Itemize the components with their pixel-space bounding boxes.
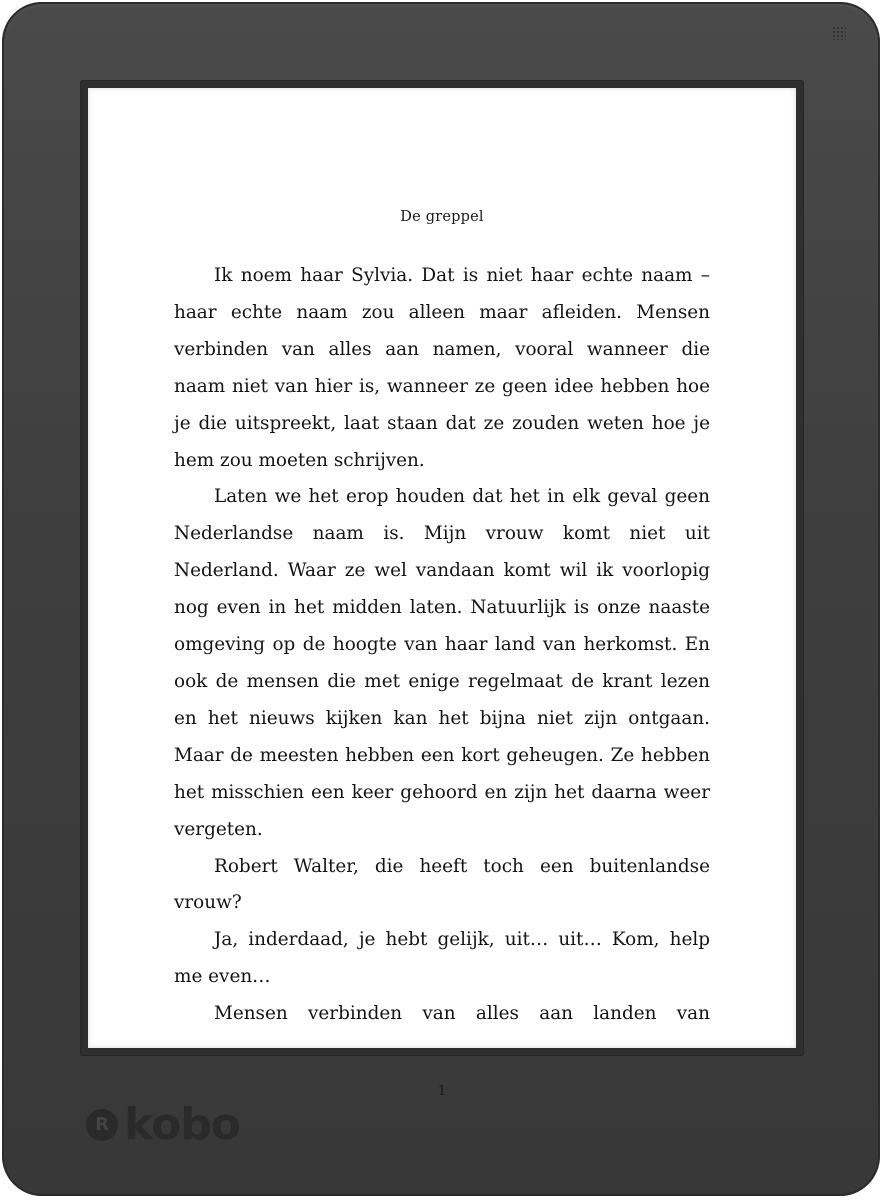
kobo-wordmark: kobo xyxy=(124,1099,241,1150)
paragraph-1: Ik noem haar Sylvia. Dat is niet haar echte naam – haar echte naam zou alleen maar afleiden. Mensen verbinden van alles aan namen, vooral wanneer die naam niet van hier is, wanneer ze geen idee hebben hoe je die uitspreekt, laat staan dat ze zouden weten hoe je hem zou moeten schrijven. xyxy=(174,265,710,471)
light-sensor-dots xyxy=(832,26,846,40)
paragraph-5: Mensen verbinden van alles aan landen van xyxy=(214,1003,710,1025)
page-number: 1 xyxy=(437,1084,447,1099)
paragraph-4: Ja, inderdaad, je hebt gelijk, uit… uit… Kom, help me even… xyxy=(174,929,710,988)
page-body-text xyxy=(174,258,710,1033)
reading-screen[interactable] xyxy=(88,88,796,1099)
paragraph-2: Laten we het erop houden dat het in elk geval geen Nederlandse naam is. Mijn vrouw komt niet uit Nederland. Waar ze wel vandaan komt wil ik voorlopig nog even in het midden laten. Natuurlijk is onze naaste omgeving op de hoogte van haar land van herkomst. En ook de mensen die met enige regelmaat de krant lezen en het nieuws kijken kan het bijna niet zijn ontgaan. Maar de meesten hebben een kort geheugen. Ze hebben het misschien een keer gehoord en zijn het daarna weer vergeten. xyxy=(174,486,710,840)
paragraph-3: Robert Walter, die heeft toch een buitenlandse vrouw? xyxy=(174,855,710,914)
running-head: De greppel xyxy=(400,209,484,225)
kobo-r-letter: R xyxy=(95,1114,109,1135)
kobo-logo xyxy=(86,1100,240,1150)
kobo-r-icon xyxy=(86,1109,118,1141)
